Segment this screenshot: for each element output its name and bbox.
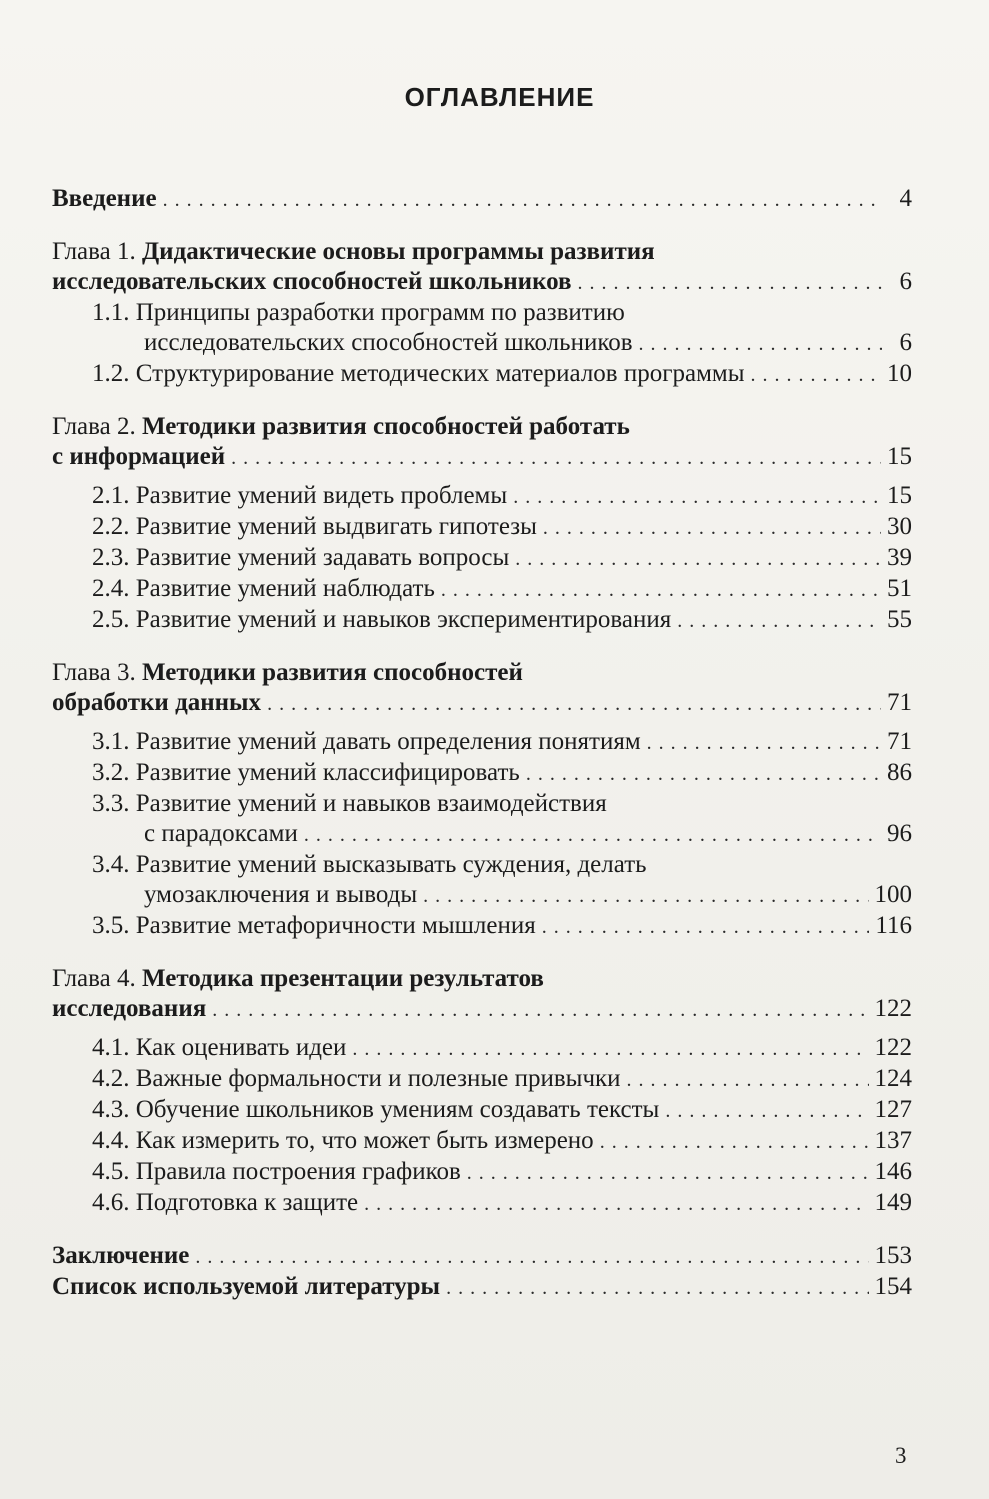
toc-page-number: 55 [887,606,912,633]
toc-chapter [52,658,912,942]
toc-entry-label: Введение [52,185,157,212]
toc-page-number: 86 [887,759,912,786]
toc-entry-intro[interactable] [52,184,912,215]
toc-page-number: 51 [887,575,912,602]
section-line[interactable] [52,1157,912,1188]
dot-leader [639,328,882,359]
dot-leader [526,758,881,789]
toc-page-number: 71 [887,689,912,716]
section-title: исследовательских способностей школьников [144,329,633,356]
section-line[interactable] [52,850,912,880]
chapter-title-line[interactable] [52,658,912,688]
chapter-title-line[interactable] [52,442,912,473]
toc-chapter [52,964,912,1219]
dot-leader [600,1126,869,1157]
section-line[interactable] [52,359,912,390]
section-title: 1.1. Принципы разработки программ по развитию [92,299,625,326]
chapter-title: Методика презентации результатов [141,965,544,992]
chapter-title-line[interactable] [52,237,912,267]
section-title: с парадоксами [144,820,298,847]
section-line[interactable] [52,1126,912,1157]
section-title: 4.6. Подготовка к защите [92,1189,359,1216]
dot-leader [542,911,870,942]
toc-chapter [52,412,912,636]
dot-leader [578,267,882,298]
section-line[interactable] [52,758,912,789]
section-title: 2.5. Развитие умений и навыков экспериментирования [92,606,672,633]
chapter-title-line[interactable] [52,267,912,298]
section-line[interactable] [52,298,912,328]
toc-page-number: 146 [874,1158,912,1185]
toc-page-number: 15 [887,443,912,470]
section-title: 3.3. Развитие умений и навыков взаимодействия [92,790,607,817]
toc-page-number: 127 [874,1096,912,1123]
section-title: 1.2. Структурирование методических материалов программы [92,360,745,387]
section-title: 2.1. Развитие умений видеть проблемы [92,482,508,509]
section-line[interactable] [52,543,912,574]
dot-leader [513,481,881,512]
chapter-title-line[interactable] [52,688,912,719]
section-title: 4.1. Как оценивать идеи [92,1034,347,1061]
toc-page-number: 122 [874,995,912,1022]
section-line[interactable] [52,605,912,636]
dot-leader [423,880,868,911]
toc-page-number: 149 [874,1189,912,1216]
dot-leader [665,1095,868,1126]
table-of-contents [52,184,912,1303]
page-title: ОГЛАВЛЕНИЕ [404,82,595,112]
chapter-title: с информацией [52,443,226,470]
dot-leader [304,819,881,850]
dot-leader [751,359,881,390]
section-line[interactable] [52,880,912,911]
toc-entry-conclusion[interactable] [52,1241,912,1272]
section-title: 2.3. Развитие умений задавать вопросы [92,544,510,571]
section-title: умозаключения и выводы [144,881,418,908]
toc-chapter [52,237,912,390]
section-line[interactable] [52,1064,912,1095]
section-line[interactable] [52,911,912,942]
section-title: 4.2. Важные формальности и полезные привычки [92,1065,621,1092]
section-line[interactable] [52,574,912,605]
toc-entry-label: Заключение [52,1242,190,1269]
chapter-prefix: Глава 1. [52,238,136,265]
toc-page-number: 10 [887,360,912,387]
dot-leader [195,1241,868,1272]
section-line[interactable] [52,512,912,543]
dot-leader [647,727,881,758]
dot-leader [515,543,881,574]
toc-entry-label: Список используемой литературы [52,1273,441,1300]
section-title: 4.5. Правила построения графиков [92,1158,461,1185]
toc-page-number: 6 [899,329,912,356]
dot-leader [441,574,881,605]
toc-page-number: 124 [874,1065,912,1092]
section-line[interactable] [52,1095,912,1126]
toc-page-number: 71 [887,728,912,755]
dot-leader [627,1064,869,1095]
section-line[interactable] [52,328,912,359]
chapter-prefix: Глава 4. [52,965,136,992]
chapter-prefix: Глава 3. [52,659,136,686]
toc-page-number: 122 [874,1034,912,1061]
chapter-title: Методики развития способностей работать [141,413,630,440]
section-line[interactable] [52,1188,912,1219]
section-title: 3.5. Развитие метафоричности мышления [92,912,536,939]
toc-page-number: 4 [899,185,912,212]
chapter-title: Методики развития способностей [141,659,523,686]
dot-leader [352,1033,868,1064]
section-line[interactable] [52,1033,912,1064]
section-line[interactable] [52,819,912,850]
section-title: 2.2. Развитие умений выдвигать гипотезы [92,513,537,540]
chapter-title: обработки данных [52,689,262,716]
chapter-title-line[interactable] [52,994,912,1025]
dot-leader [467,1157,869,1188]
toc-entry-bibliography[interactable] [52,1272,912,1303]
chapter-title-line[interactable] [52,964,912,994]
toc-page-number: 6 [899,268,912,295]
toc-page-number: 30 [887,513,912,540]
section-title: 4.4. Как измерить то, что может быть измерено [92,1127,594,1154]
section-line[interactable] [52,727,912,758]
dot-leader [163,184,882,215]
dot-leader [446,1272,868,1303]
dot-leader [364,1188,868,1219]
chapter-title: исследовательских способностей школьников [52,268,572,295]
dot-leader [231,442,881,473]
page-number: 3 [895,1443,907,1468]
toc-page-number: 154 [874,1273,912,1300]
section-title: 4.3. Обучение школьников умениям создавать тексты [92,1096,660,1123]
dot-leader [677,605,881,636]
chapter-title: Дидактические основы программы развития [141,238,655,265]
dot-leader [212,994,868,1025]
toc-page-number: 15 [887,482,912,509]
section-title: 2.4. Развитие умений наблюдать [92,575,435,602]
toc-page-number: 116 [875,912,912,939]
dot-leader [267,688,881,719]
toc-page-number: 153 [874,1242,912,1269]
chapter-title: исследования [52,995,207,1022]
section-title: 3.1. Развитие умений давать определения понятиям [92,728,641,755]
toc-page-number: 96 [887,820,912,847]
chapter-title-line[interactable] [52,412,912,442]
section-line[interactable] [52,789,912,819]
section-line[interactable] [52,481,912,512]
toc-page-number: 137 [874,1127,912,1154]
toc-page-number: 39 [887,544,912,571]
section-title: 3.4. Развитие умений высказывать суждения, делать [92,851,647,878]
chapter-prefix: Глава 2. [52,413,136,440]
section-title: 3.2. Развитие умений классифицировать [92,759,520,786]
toc-page-number: 100 [874,881,912,908]
dot-leader [543,512,881,543]
